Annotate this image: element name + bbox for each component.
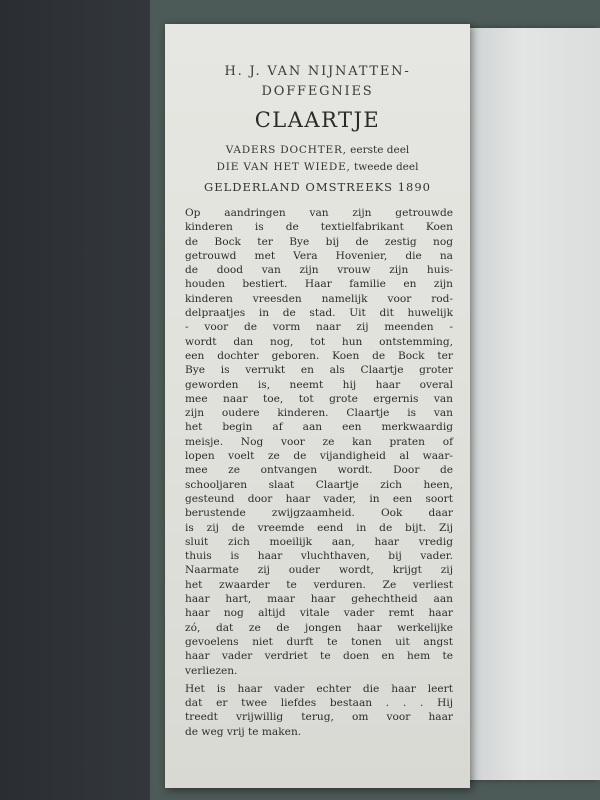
blurb-line: geworden is, neemt hij haar overal [185, 378, 453, 391]
blurb-line: kinderen vreesden namelijk voor rod- [185, 292, 453, 305]
blurb-line: berustende zwijgzaamheid. Ook daar [185, 507, 453, 520]
blurb-line: houden bestiert. Haar familie en zijn [185, 278, 453, 291]
blurb-line: is zij de vreemde eend in de bijt. Zij [185, 521, 453, 534]
subtitle-part-one [165, 144, 470, 156]
subtitle-part-one-label: eerste deel [350, 144, 410, 156]
blurb-line: verliezen. [185, 664, 238, 677]
blurb-line: Bye is verrukt en als Claartje groter [185, 364, 453, 377]
blurb-line: een dochter geboren. Koen de Bock ter [185, 349, 453, 362]
blurb-line: - voor de vorm naar zij meenden - [185, 321, 453, 334]
blurb-line: lopen voelt ze de vijandigheid al waar- [185, 450, 453, 463]
blurb-line: Naarmate zij ouder wordt, krijgt zij [185, 564, 453, 577]
dark-background [0, 0, 170, 800]
subtitle-part-one-title: VADERS DOCHTER, [225, 144, 347, 156]
blurb-line: haar vader verdriet te doen en hem te [185, 650, 453, 663]
blurb-line: gesteund door haar vader, in een soort [185, 492, 453, 505]
author-name-line2: DOFFEGNIES [261, 84, 374, 99]
blurb-line: zó, dat ze de jongen haar werkelijke [185, 621, 453, 634]
blurb-line: mee naar toe, tot grote ergernis van [185, 392, 453, 405]
blurb-line: getrouwd met Vera Hovenier, die na [185, 249, 453, 262]
blurb-line: wordt dan nog, tot hun ontstemming, [185, 335, 453, 348]
blurb-line: dat er twee liefdes bestaan . . . Hij [185, 697, 453, 710]
author-name-line1: H. J. VAN NIJNATTEN- [224, 64, 411, 79]
blurb-text [185, 206, 453, 739]
blurb-line: mee ze ontvangen wordt. Door de [185, 464, 453, 477]
blurb-paragraph-2 [185, 682, 453, 739]
blurb-line: de weg vrij te maken. [185, 725, 302, 738]
blurb-line: zijn oudere kinderen. Claartje is van [185, 407, 453, 420]
blurb-line: Het is haar vader echter die haar leert [185, 682, 453, 695]
blurb-line: Op aandringen van zijn getrouwde [185, 207, 453, 219]
blurb-line: delpraatjes in de stad. Uit dit huwelijk [185, 307, 453, 320]
blurb-line: meisje. Nog voor ze kan praten of [185, 435, 453, 448]
subtitle-part-two-title: DIE VAN HET WIEDE, [216, 161, 351, 173]
blurb-paragraph-1 [185, 206, 453, 678]
subtitle-part-two-label: tweede deel [354, 161, 419, 173]
blurb-line: gevoelens niet durft te tonen uit angst [185, 635, 453, 648]
blurb-line: haar nog altijd vitale vader remt haar [185, 607, 453, 620]
setting-line: GELDERLAND OMSTREEKS 1890 [204, 180, 431, 194]
blurb-line: de Bock ter Bye bij de zestig nog [185, 235, 453, 248]
subtitle-part-two [165, 161, 470, 173]
book-title: CLAARTJE [254, 108, 381, 132]
blurb-line: sluit zich moeilijk aan, haar vredig [185, 535, 453, 548]
blurb-line: het begin af aan een merkwaardig [185, 421, 453, 434]
blurb-line: haar hart, maar haar gehechtheid aan [185, 593, 453, 606]
book-endpaper [470, 28, 600, 780]
blurb-line: het zwaarder te verduren. Ze verliest [185, 578, 453, 591]
dust-jacket-flap [165, 24, 470, 788]
blurb-line: de dood van zijn vrouw zijn huis- [185, 264, 453, 277]
blurb-line: thuis is haar vluchthaven, bij vader. [185, 550, 453, 563]
blurb-line: kinderen is de textielfabrikant Koen [185, 221, 453, 234]
blurb-line: schooljaren slaat Claartje zich heen, [185, 478, 453, 491]
blurb-line: treedt vrijwillig terug, om voor haar [185, 711, 453, 724]
